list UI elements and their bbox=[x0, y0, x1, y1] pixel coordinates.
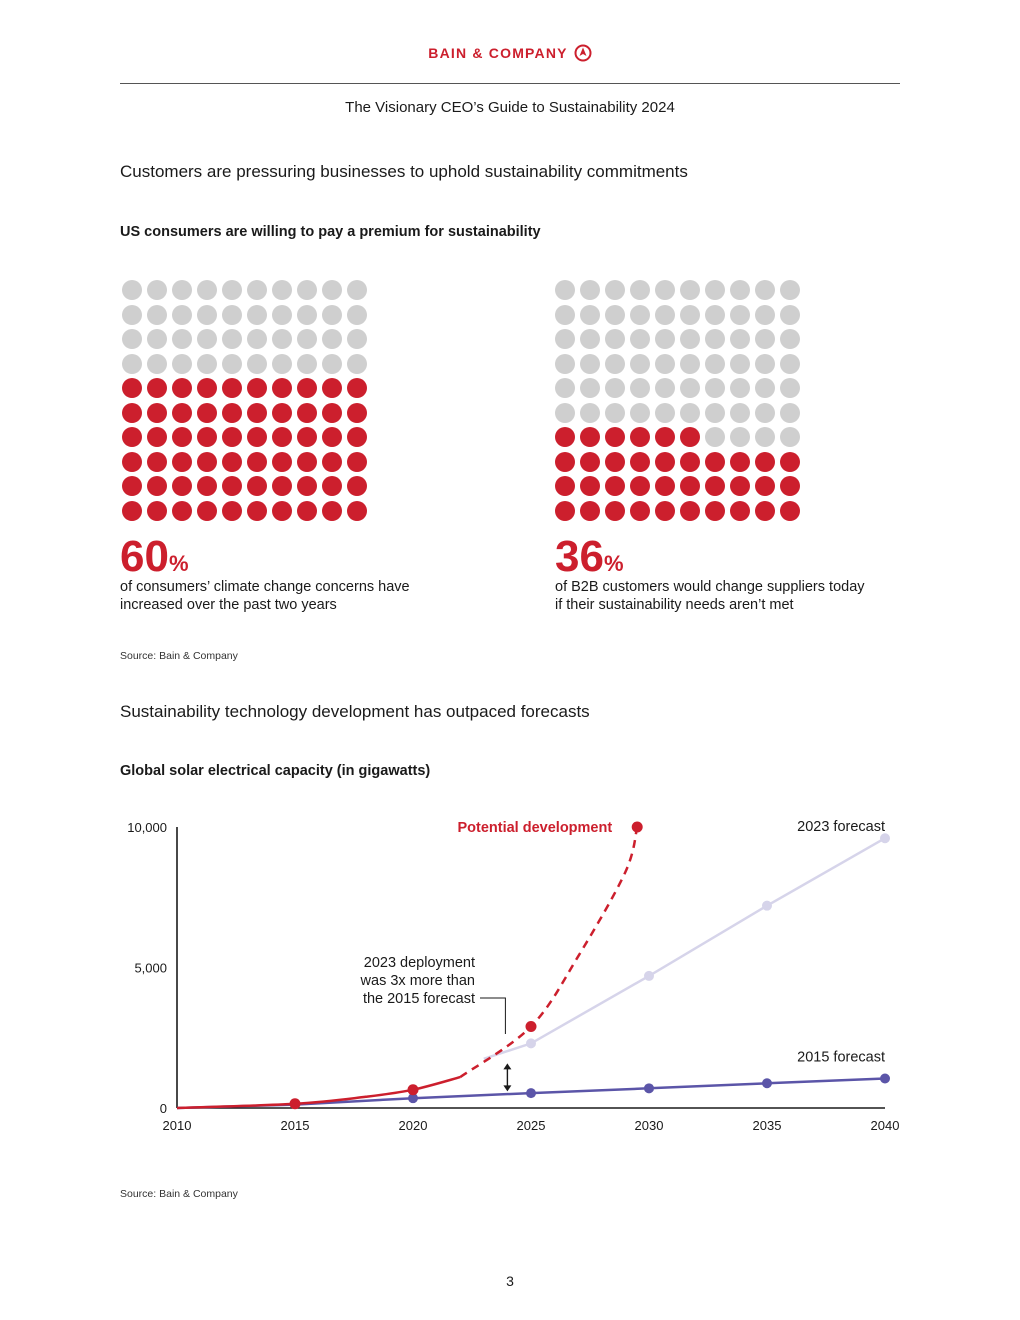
waffle-dot-empty bbox=[680, 329, 700, 349]
waffle-dot-empty bbox=[680, 403, 700, 423]
waffle-dot-filled bbox=[730, 476, 750, 496]
annotation-arrow-head-down bbox=[503, 1085, 511, 1091]
waffle-dot-empty bbox=[147, 329, 167, 349]
waffle-dot-empty bbox=[272, 280, 292, 300]
waffle-dot-filled bbox=[122, 476, 142, 496]
stat-number: 36 bbox=[555, 532, 604, 581]
legend-potential-development: Potential development bbox=[457, 820, 613, 836]
waffle-dot-filled bbox=[730, 452, 750, 472]
waffle-dot-filled bbox=[555, 427, 575, 447]
waffle-dot-empty bbox=[680, 280, 700, 300]
x-tick-label: 2025 bbox=[516, 1118, 546, 1133]
waffle-dot-filled bbox=[247, 403, 267, 423]
waffle-dot-filled bbox=[272, 427, 292, 447]
waffle-dot-empty bbox=[705, 329, 725, 349]
waffle-dot-empty bbox=[147, 305, 167, 325]
point-2023-forecast bbox=[526, 1038, 536, 1048]
waffle-dot-filled bbox=[580, 476, 600, 496]
waffle-dot-filled bbox=[580, 452, 600, 472]
waffle-dot-empty bbox=[655, 403, 675, 423]
waffle-dot-filled bbox=[755, 476, 775, 496]
point-2015-forecast bbox=[762, 1078, 772, 1088]
waffle-dot-empty bbox=[122, 329, 142, 349]
brand-logo bbox=[0, 44, 1020, 62]
waffle-dot-empty bbox=[755, 305, 775, 325]
waffle-dot-filled bbox=[322, 452, 342, 472]
waffle-dot-empty bbox=[705, 403, 725, 423]
waffle-dot-filled bbox=[605, 501, 625, 521]
annotation-text: was 3x more than bbox=[360, 973, 475, 989]
waffle-dot-filled bbox=[347, 501, 367, 521]
waffle-dot-empty bbox=[297, 280, 317, 300]
document-title: The Visionary CEO’s Guide to Sustainability 2024 bbox=[345, 99, 675, 116]
waffle-dot-filled bbox=[580, 501, 600, 521]
waffle-dot-filled bbox=[322, 501, 342, 521]
waffle-dot-empty bbox=[655, 354, 675, 374]
waffle-dot-empty bbox=[730, 378, 750, 398]
waffle-dot-empty bbox=[630, 329, 650, 349]
waffle-dot-filled bbox=[655, 501, 675, 521]
waffle-dot-filled bbox=[197, 476, 217, 496]
waffle-dot-filled bbox=[197, 501, 217, 521]
point-2023-forecast bbox=[762, 901, 772, 911]
waffle-dot-empty bbox=[780, 354, 800, 374]
waffle-chart-consumers bbox=[122, 280, 367, 521]
waffle-dot-empty bbox=[605, 403, 625, 423]
brand-name: BAIN & COMPANY bbox=[428, 45, 568, 61]
stat-value-b2b bbox=[555, 532, 624, 581]
waffle-dot-filled bbox=[172, 452, 192, 472]
waffle-dot-empty bbox=[605, 329, 625, 349]
waffle-dot-empty bbox=[730, 329, 750, 349]
waffle-dot-filled bbox=[147, 501, 167, 521]
waffle-dot-filled bbox=[555, 501, 575, 521]
waffle-dot-empty bbox=[755, 354, 775, 374]
waffle-dot-empty bbox=[122, 354, 142, 374]
waffle-dot-empty bbox=[247, 354, 267, 374]
waffle-dot-empty bbox=[655, 305, 675, 325]
stat-unit: % bbox=[168, 551, 189, 576]
waffle-dot-empty bbox=[555, 378, 575, 398]
waffle-dot-filled bbox=[172, 403, 192, 423]
waffle-dot-filled bbox=[172, 501, 192, 521]
point-2023-forecast bbox=[644, 971, 654, 981]
waffle-dot-filled bbox=[322, 378, 342, 398]
waffle-dot-filled bbox=[655, 476, 675, 496]
waffle-dot-filled bbox=[322, 403, 342, 423]
y-tick-label: 10,000 bbox=[127, 820, 167, 835]
waffle-dot-filled bbox=[297, 476, 317, 496]
waffle-dot-empty bbox=[555, 280, 575, 300]
point-potential-development bbox=[632, 822, 643, 833]
point-potential-development bbox=[408, 1084, 419, 1095]
waffle-dot-empty bbox=[347, 280, 367, 300]
source-note-1: Source: Bain & Company bbox=[120, 650, 238, 662]
waffle-dot-filled bbox=[755, 501, 775, 521]
waffle-dot-empty bbox=[222, 305, 242, 325]
waffle-dot-filled bbox=[172, 476, 192, 496]
waffle-dot-filled bbox=[655, 452, 675, 472]
waffle-dot-empty bbox=[580, 354, 600, 374]
waffle-dot-empty bbox=[222, 329, 242, 349]
waffle-dot-filled bbox=[322, 427, 342, 447]
waffle-dot-empty bbox=[655, 280, 675, 300]
waffle-dot-filled bbox=[297, 403, 317, 423]
point-potential-development bbox=[526, 1021, 537, 1032]
legend-2023-forecast: 2023 forecast bbox=[797, 819, 885, 835]
waffle-dot-empty bbox=[730, 427, 750, 447]
waffle-dot-filled bbox=[222, 403, 242, 423]
section-subtitle-consumers: US consumers are willing to pay a premium for sustainability bbox=[120, 224, 541, 240]
y-tick-label: 0 bbox=[159, 1101, 167, 1116]
waffle-dot-empty bbox=[222, 354, 242, 374]
waffle-dot-filled bbox=[197, 403, 217, 423]
header-divider bbox=[120, 83, 900, 84]
waffle-dot-filled bbox=[172, 427, 192, 447]
waffle-dot-empty bbox=[605, 354, 625, 374]
waffle-dot-empty bbox=[147, 280, 167, 300]
series-line-2023-forecast bbox=[484, 838, 885, 1059]
waffle-dot-filled bbox=[147, 452, 167, 472]
waffle-dot-empty bbox=[272, 305, 292, 325]
waffle-dot-empty bbox=[197, 280, 217, 300]
waffle-dot-filled bbox=[197, 378, 217, 398]
waffle-dot-empty bbox=[247, 305, 267, 325]
waffle-dot-empty bbox=[705, 305, 725, 325]
waffle-dot-empty bbox=[755, 329, 775, 349]
waffle-dot-filled bbox=[122, 501, 142, 521]
waffle-dot-empty bbox=[272, 329, 292, 349]
waffle-dot-filled bbox=[272, 452, 292, 472]
waffle-dot-empty bbox=[222, 280, 242, 300]
waffle-dot-empty bbox=[347, 329, 367, 349]
stat-description-line: of B2B customers would change suppliers today bbox=[555, 579, 865, 595]
waffle-dot-filled bbox=[780, 452, 800, 472]
x-tick-label: 2040 bbox=[870, 1118, 900, 1133]
waffle-dot-empty bbox=[780, 280, 800, 300]
waffle-dot-empty bbox=[247, 280, 267, 300]
waffle-dot-filled bbox=[147, 476, 167, 496]
waffle-dot-filled bbox=[347, 452, 367, 472]
waffle-dot-filled bbox=[247, 452, 267, 472]
waffle-dot-empty bbox=[705, 427, 725, 447]
waffle-dot-filled bbox=[197, 427, 217, 447]
stat-value-consumers bbox=[120, 532, 189, 581]
waffle-dot-filled bbox=[247, 501, 267, 521]
waffle-dot-filled bbox=[555, 476, 575, 496]
waffle-dot-filled bbox=[247, 476, 267, 496]
waffle-dot-filled bbox=[297, 378, 317, 398]
x-tick-label: 2030 bbox=[634, 1118, 664, 1133]
waffle-dot-empty bbox=[705, 280, 725, 300]
waffle-dot-empty bbox=[780, 427, 800, 447]
waffle-dot-empty bbox=[605, 378, 625, 398]
section-title-technology: Sustainability technology development has outpaced forecasts bbox=[120, 702, 590, 721]
y-tick-label: 5,000 bbox=[134, 960, 167, 976]
waffle-dot-filled bbox=[172, 378, 192, 398]
waffle-dot-empty bbox=[780, 403, 800, 423]
waffle-dot-filled bbox=[147, 378, 167, 398]
waffle-dot-filled bbox=[272, 403, 292, 423]
waffle-dot-empty bbox=[680, 378, 700, 398]
waffle-dot-empty bbox=[755, 378, 775, 398]
waffle-dot-filled bbox=[605, 452, 625, 472]
waffle-dot-empty bbox=[247, 329, 267, 349]
waffle-dot-filled bbox=[680, 452, 700, 472]
x-tick-label: 2020 bbox=[398, 1118, 428, 1133]
waffle-dot-empty bbox=[580, 305, 600, 325]
waffle-dot-filled bbox=[347, 476, 367, 496]
page-number: 3 bbox=[506, 1273, 514, 1289]
waffle-dot-empty bbox=[680, 354, 700, 374]
waffle-dot-empty bbox=[705, 378, 725, 398]
waffle-dot-filled bbox=[297, 501, 317, 521]
waffle-dot-filled bbox=[605, 476, 625, 496]
waffle-dot-filled bbox=[347, 427, 367, 447]
waffle-dot-empty bbox=[172, 280, 192, 300]
waffle-dot-filled bbox=[272, 476, 292, 496]
waffle-dot-empty bbox=[730, 403, 750, 423]
point-2015-forecast bbox=[644, 1083, 654, 1093]
waffle-dot-empty bbox=[322, 354, 342, 374]
waffle-dot-filled bbox=[347, 403, 367, 423]
waffle-dot-empty bbox=[630, 280, 650, 300]
waffle-dot-empty bbox=[730, 305, 750, 325]
waffle-dot-empty bbox=[630, 378, 650, 398]
stat-description-line: of consumers’ climate change concerns have bbox=[120, 579, 410, 595]
annotation-text: the 2015 forecast bbox=[362, 991, 475, 1007]
waffle-dot-empty bbox=[555, 354, 575, 374]
waffle-dot-empty bbox=[755, 427, 775, 447]
legend-2015-forecast: 2015 forecast bbox=[797, 1049, 885, 1066]
waffle-dot-filled bbox=[630, 476, 650, 496]
compass-logo-icon bbox=[574, 44, 592, 62]
waffle-dot-empty bbox=[297, 329, 317, 349]
waffle-dot-empty bbox=[580, 329, 600, 349]
annotation-leader-line bbox=[480, 998, 505, 1034]
waffle-dot-filled bbox=[630, 501, 650, 521]
waffle-dot-empty bbox=[780, 378, 800, 398]
stat-description-line: if their sustainability needs aren’t met bbox=[555, 597, 794, 613]
waffle-dot-filled bbox=[147, 403, 167, 423]
waffle-dot-filled bbox=[630, 427, 650, 447]
waffle-dot-filled bbox=[605, 427, 625, 447]
waffle-dot-filled bbox=[222, 501, 242, 521]
waffle-dot-empty bbox=[755, 280, 775, 300]
stat-number: 60 bbox=[120, 532, 169, 581]
waffle-dot-filled bbox=[705, 476, 725, 496]
waffle-dot-filled bbox=[272, 501, 292, 521]
waffle-dot-empty bbox=[680, 305, 700, 325]
waffle-dot-filled bbox=[580, 427, 600, 447]
waffle-dot-filled bbox=[122, 403, 142, 423]
point-2015-forecast bbox=[880, 1073, 890, 1083]
x-tick-label: 2035 bbox=[752, 1118, 782, 1133]
waffle-dot-filled bbox=[322, 476, 342, 496]
waffle-dot-empty bbox=[580, 403, 600, 423]
waffle-dot-empty bbox=[705, 354, 725, 374]
waffle-dot-empty bbox=[630, 305, 650, 325]
waffle-dot-filled bbox=[780, 476, 800, 496]
waffle-dot-empty bbox=[197, 329, 217, 349]
waffle-dot-empty bbox=[322, 280, 342, 300]
waffle-dot-filled bbox=[755, 452, 775, 472]
x-tick-label: 2015 bbox=[280, 1118, 310, 1133]
waffle-dot-empty bbox=[272, 354, 292, 374]
waffle-dot-filled bbox=[247, 378, 267, 398]
waffle-dot-filled bbox=[680, 476, 700, 496]
waffle-dot-empty bbox=[197, 305, 217, 325]
waffle-dot-empty bbox=[555, 403, 575, 423]
waffle-dot-empty bbox=[347, 354, 367, 374]
annotation-text: 2023 deployment bbox=[363, 955, 475, 971]
waffle-dot-empty bbox=[580, 280, 600, 300]
point-potential-development bbox=[290, 1098, 301, 1109]
annotation-arrow-head-up bbox=[503, 1063, 511, 1069]
stat-unit: % bbox=[603, 551, 624, 576]
waffle-dot-empty bbox=[322, 329, 342, 349]
waffle-dot-filled bbox=[730, 501, 750, 521]
waffle-dot-empty bbox=[297, 305, 317, 325]
waffle-dot-empty bbox=[655, 329, 675, 349]
waffle-dot-filled bbox=[222, 476, 242, 496]
waffle-dot-filled bbox=[705, 452, 725, 472]
waffle-dot-filled bbox=[297, 427, 317, 447]
waffle-dot-filled bbox=[272, 378, 292, 398]
waffle-dot-empty bbox=[122, 280, 142, 300]
stat-description-consumers bbox=[120, 578, 470, 614]
waffle-dot-filled bbox=[680, 427, 700, 447]
waffle-dot-empty bbox=[297, 354, 317, 374]
waffle-dot-empty bbox=[322, 305, 342, 325]
waffle-dot-empty bbox=[605, 305, 625, 325]
waffle-dot-filled bbox=[147, 427, 167, 447]
waffle-dot-empty bbox=[780, 305, 800, 325]
waffle-dot-empty bbox=[580, 378, 600, 398]
waffle-dot-filled bbox=[705, 501, 725, 521]
waffle-dot-filled bbox=[680, 501, 700, 521]
waffle-dot-empty bbox=[630, 403, 650, 423]
waffle-dot-empty bbox=[147, 354, 167, 374]
waffle-dot-empty bbox=[730, 354, 750, 374]
solar-capacity-chart bbox=[0, 800, 1020, 1150]
waffle-dot-filled bbox=[122, 378, 142, 398]
waffle-dot-filled bbox=[347, 378, 367, 398]
waffle-dot-filled bbox=[122, 452, 142, 472]
waffle-dot-empty bbox=[172, 329, 192, 349]
waffle-dot-empty bbox=[197, 354, 217, 374]
waffle-dot-filled bbox=[247, 427, 267, 447]
waffle-dot-filled bbox=[297, 452, 317, 472]
waffle-dot-empty bbox=[555, 329, 575, 349]
waffle-dot-filled bbox=[555, 452, 575, 472]
waffle-dot-filled bbox=[122, 427, 142, 447]
waffle-dot-empty bbox=[655, 378, 675, 398]
series-line-potential-dashed bbox=[460, 827, 637, 1077]
waffle-dot-filled bbox=[222, 452, 242, 472]
stat-description-b2b bbox=[555, 578, 905, 614]
waffle-dot-filled bbox=[222, 427, 242, 447]
waffle-dot-empty bbox=[630, 354, 650, 374]
waffle-dot-empty bbox=[122, 305, 142, 325]
waffle-dot-empty bbox=[755, 403, 775, 423]
source-note-2: Source: Bain & Company bbox=[120, 1188, 238, 1200]
chart-title: Global solar electrical capacity (in gigawatts) bbox=[120, 763, 431, 779]
waffle-dot-filled bbox=[222, 378, 242, 398]
waffle-chart-b2b bbox=[555, 280, 800, 521]
waffle-dot-empty bbox=[347, 305, 367, 325]
waffle-dot-empty bbox=[730, 280, 750, 300]
waffle-dot-empty bbox=[780, 329, 800, 349]
section-title-customers: Customers are pressuring businesses to uphold sustainability commitments bbox=[120, 162, 688, 181]
waffle-dot-filled bbox=[655, 427, 675, 447]
waffle-dot-filled bbox=[780, 501, 800, 521]
waffle-dot-empty bbox=[605, 280, 625, 300]
waffle-dot-empty bbox=[555, 305, 575, 325]
waffle-dot-filled bbox=[197, 452, 217, 472]
stat-description-line: increased over the past two years bbox=[120, 597, 337, 613]
waffle-dot-filled bbox=[630, 452, 650, 472]
point-2015-forecast bbox=[526, 1088, 536, 1098]
waffle-dot-empty bbox=[172, 305, 192, 325]
waffle-dot-empty bbox=[172, 354, 192, 374]
x-tick-label: 2010 bbox=[162, 1118, 192, 1133]
